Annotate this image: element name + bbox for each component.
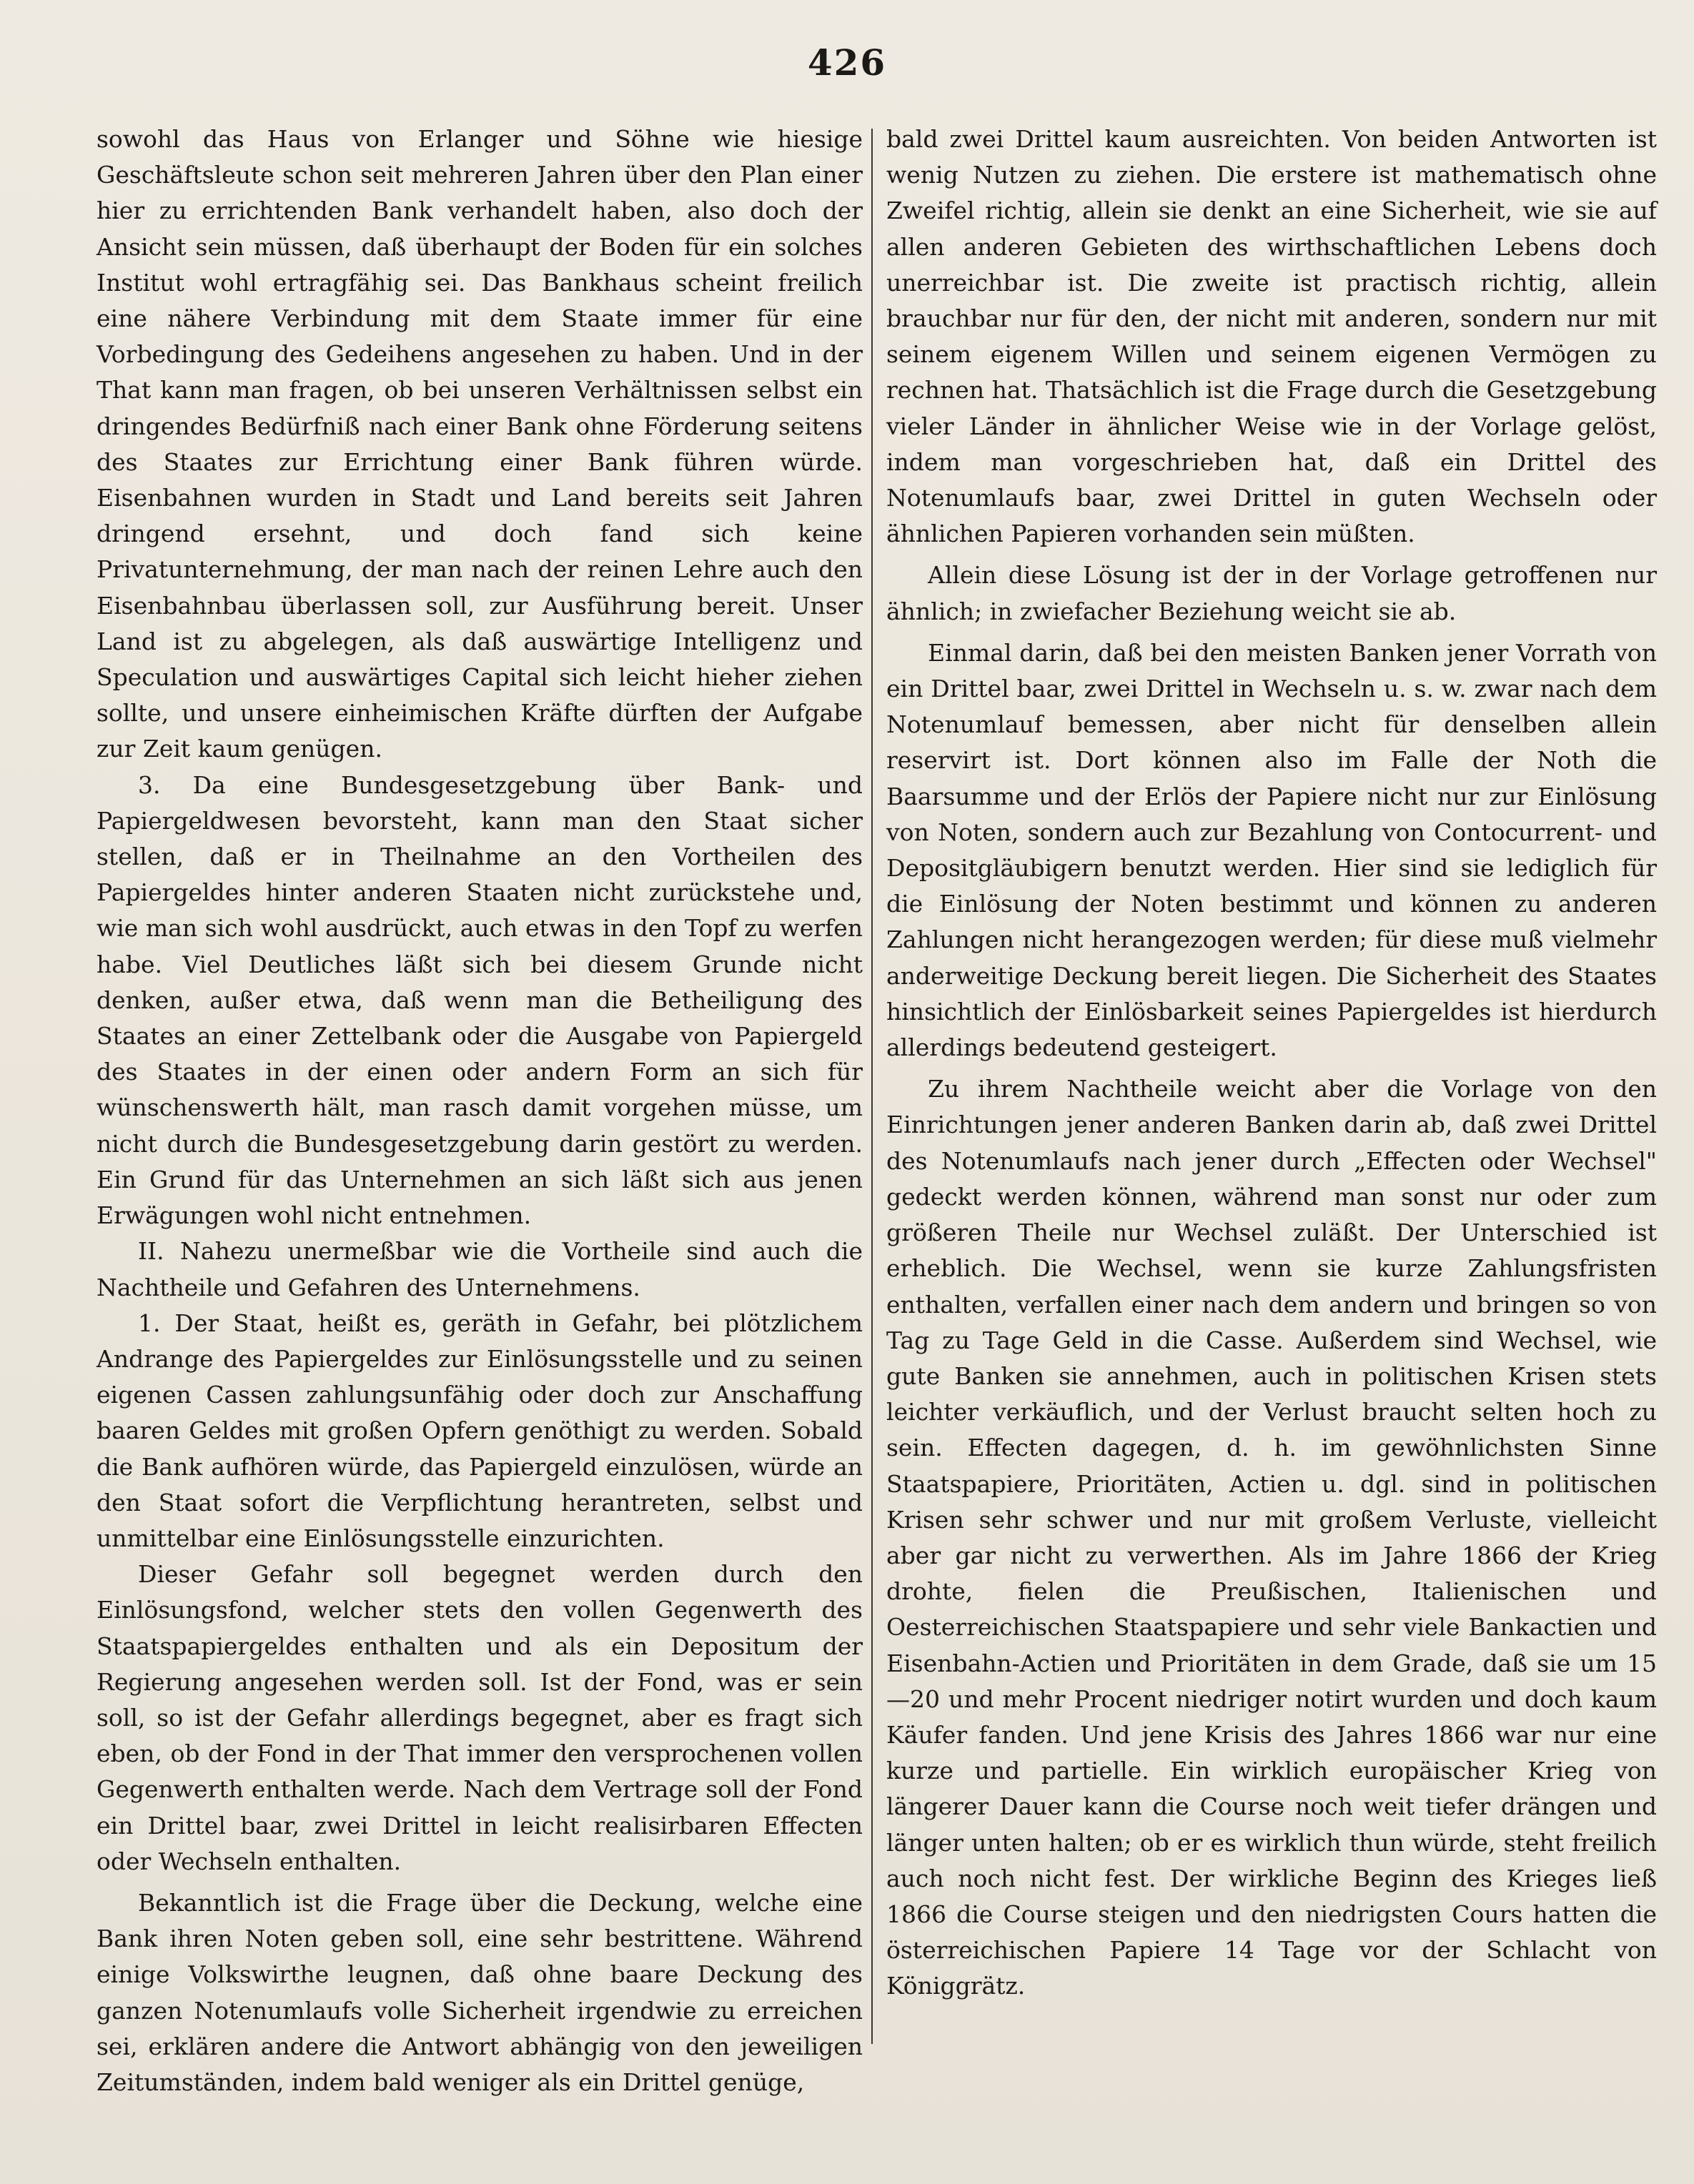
right-column — [886, 121, 1657, 2005]
paragraph: Zu ihrem Nachtheile weicht aber die Vorlage von den Einrichtungen jener anderen Banken darin ab, daß zwei Drittel des Notenumlaufs nach jener durch „Effecten oder Wechsel" gedeckt werden können, während man sonst nur oder zum größeren Theile nur Wechsel zuläßt. Der Unterschied ist erheblich. Die Wechsel, wenn sie kurze Zahlungsfristen enthalten, verfallen einer nach dem andern und bringen so von Tag zu Tage Geld in die Casse. Außerdem sind Wechsel, wie gute Banken sie annehmen, auch in politischen Krisen stets leichter verkäuflich, und der Verlust braucht selten hoch zu sein. Effecten dagegen, d. h. im gewöhnlichsten Sinne Staatspapiere, Prioritäten, Actien u. dgl. sind in politischen Krisen sehr schwer und nur mit großem Verluste, vielleicht aber gar nicht zu verwerthen. Als im Jahre 1866 der Krieg drohte, fielen die Preußischen, Italienischen und Oesterreichischen Staatspapiere und sehr viele Bankactien und Eisenbahn-Actien und Prioritäten in dem Grade, daß sie um 15—20 und mehr Procent niedriger notirt wurden und doch kaum Käufer fanden. Und jene Krisis des Jahres 1866 war nur eine kurze und partielle. Ein wirklich europäischer Krieg von längerer Dauer kann die Course noch weit tiefer drängen und länger unten halten; ob er es wirklich thun würde, steht freilich auch noch nicht fest. Der wirkliche Beginn des Krieges ließ 1866 die Course steigen und den niedrigsten Cours hatten die österreichischen Papiere 14 Tage vor der Schlacht von Königgrätz. — [886, 1075, 1657, 2000]
paragraph: sowohl das Haus von Erlanger und Söhne wie hiesige Geschäftsleute schon seit mehreren Jahren über den Plan einer hier zu errichtenden Bank verhandelt haben, also doch der Ansicht sein müssen, daß überhaupt der Boden für ein solches Institut wohl ertragfähig sei. Das Bankhaus scheint freilich eine nähere Verbindung mit dem Staate immer für eine Vorbedingung des Gedeihens angesehen zu haben. Und in der That kann man fragen, ob bei unseren Verhältnissen selbst ein dringendes Bedürfniß nach einer Bank ohne Förderung seitens des Staates zur Errichtung einer Bank führen würde. Eisenbahnen wurden in Stadt und Land bereits seit Jahren dringend ersehnt, und doch fand sich keine Privatunternehmung, der man nach der reinen Lehre auch den Eisenbahnbau überlassen soll, zur Ausführung bereit. Unser Land ist zu abgelegen, als daß auswärtige Intelligenz und Speculation und auswärtiges Capital sich leicht hieher ziehen sollte, und unsere einheimischen Kräfte dürften der Aufgabe zur Zeit kaum genügen. — [96, 125, 863, 763]
paragraph: Einmal darin, daß bei den meisten Banken jener Vorrath von ein Drittel baar, zwei Drittel in Wechseln u. s. w. zwar nach dem Notenumlauf bemessen, aber nicht für denselben allein reservirt ist. Dort können also im Falle der Noth die Baarsumme und der Erlös der Papiere nicht nur zur Einlösung von Noten, sondern auch zur Bezahlung von Contocurrent- und Depositgläubigern benutzt werden. Hier sind sie lediglich für die Einlösung der Noten bestimmt und können zu anderen Zahlungen nicht herangezogen werden; für diese muß vielmehr anderweitige Deckung bereit liegen. Die Sicherheit des Staates hinsichtlich der Einlösbarkeit seines Papiergeldes ist hierdurch allerdings bedeutend gesteigert. — [886, 638, 1657, 1062]
paragraph: 3. Da eine Bundesgesetzgebung über Bank- und Papiergeldwesen bevorsteht, kann man den Staat sicher stellen, daß er in Theilnahme an den Vortheilen des Papiergeldes hinter anderen Staaten nicht zurückstehe und, wie man sich wohl ausdrückt, auch etwas in den Topf zu werfen habe. Viel Deutliches läßt sich bei diesem Grunde nicht denken, außer etwa, daß wenn man die Betheiligung des Staates an einer Zettelbank oder die Ausgabe von Papiergeld des Staates in der einen oder andern Form an sich für wünschenswerth hält, man rasch damit vorgehen müsse, um nicht durch die Bundesgesetzgebung darin gestört zu werden. Ein Grund für das Unternehmen an sich läßt sich aus jenen Erwägungen wohl nicht entnehmen. — [96, 770, 863, 1230]
paragraph: Allein diese Lösung ist der in der Vorlage getroffenen nur ähnlich; in zwiefacher Beziehung weicht sie ab. — [886, 561, 1657, 625]
paragraph: bald zwei Drittel kaum ausreichten. Von beiden Antworten ist wenig Nutzen zu ziehen. Die erstere ist mathematisch ohne Zweifel richtig, allein sie denkt an eine Sicherheit, wie sie auf allen anderen Gebieten des wirthschaftlichen Lebens doch unerreichbar ist. Die zweite ist practisch richtig, allein brauchbar nur für den, der nicht mit anderen, sondern nur mit seinem eigenem Willen und seinem eigenen Vermögen zu rechnen hat. Thatsächlich ist die Frage durch die Gesetzgebung vieler Länder in ähnlicher Weise wie in der Vorlage gelöst, indem man vorgeschrieben hat, daß ein Drittel des Notenumlaufs baar, zwei Drittel in guten Wechseln oder ähnlichen Papieren vorhanden sein müßten. — [886, 125, 1657, 548]
left-column — [96, 121, 863, 2100]
paragraph: Bekanntlich ist die Frage über die Deckung, welche eine Bank ihren Noten geben soll, eine sehr bestrittene. Während einige Volkswirthe leugnen, daß ohne baare Deckung des ganzen Notenumlaufs volle Sicherheit irgendwie zu erreichen sei, erklären andere die Antwort abhängig von den jeweiligen Zeitumständen, indem bald weniger als ein Drittel genüge, — [96, 1888, 863, 2096]
paragraph: II. Nahezu unermeßbar wie die Vortheile sind auch die Nachtheile und Gefahren des Unternehmens. — [96, 1237, 863, 1301]
column-divider — [871, 129, 873, 2044]
paragraph: 1. Der Staat, heißt es, geräth in Gefahr, bei plötzlichem Andrange des Papiergeldes zur Einlösungsstelle und zu seinen eigenen Cassen zahlungsunfähig oder doch zur Anschaffung baaren Geldes mit großen Opfern genöthigt zu werden. Sobald die Bank aufhören würde, das Papiergeld einzulösen, würde an den Staat sofort die Verpflichtung herantreten, selbst und unmittelbar eine Einlösungsstelle einzurichten. — [96, 1309, 863, 1552]
page-number: 426 — [807, 41, 887, 84]
paragraph: Dieser Gefahr soll begegnet werden durch den Einlösungsfond, welcher stets den vollen Gegenwerth des Staatspapiergeldes enthalten und als ein Depositum der Regierung angesehen werden soll. Ist der Fond, was er sein soll, so ist der Gefahr allerdings begegnet, aber es fragt sich eben, ob der Fond in der That immer den versprochenen vollen Gegenwerth enthalten werde. Nach dem Vertrage soll der Fond ein Drittel baar, zwei Drittel in leicht realisirbaren Effecten oder Wechseln enthalten. — [96, 1560, 863, 1875]
